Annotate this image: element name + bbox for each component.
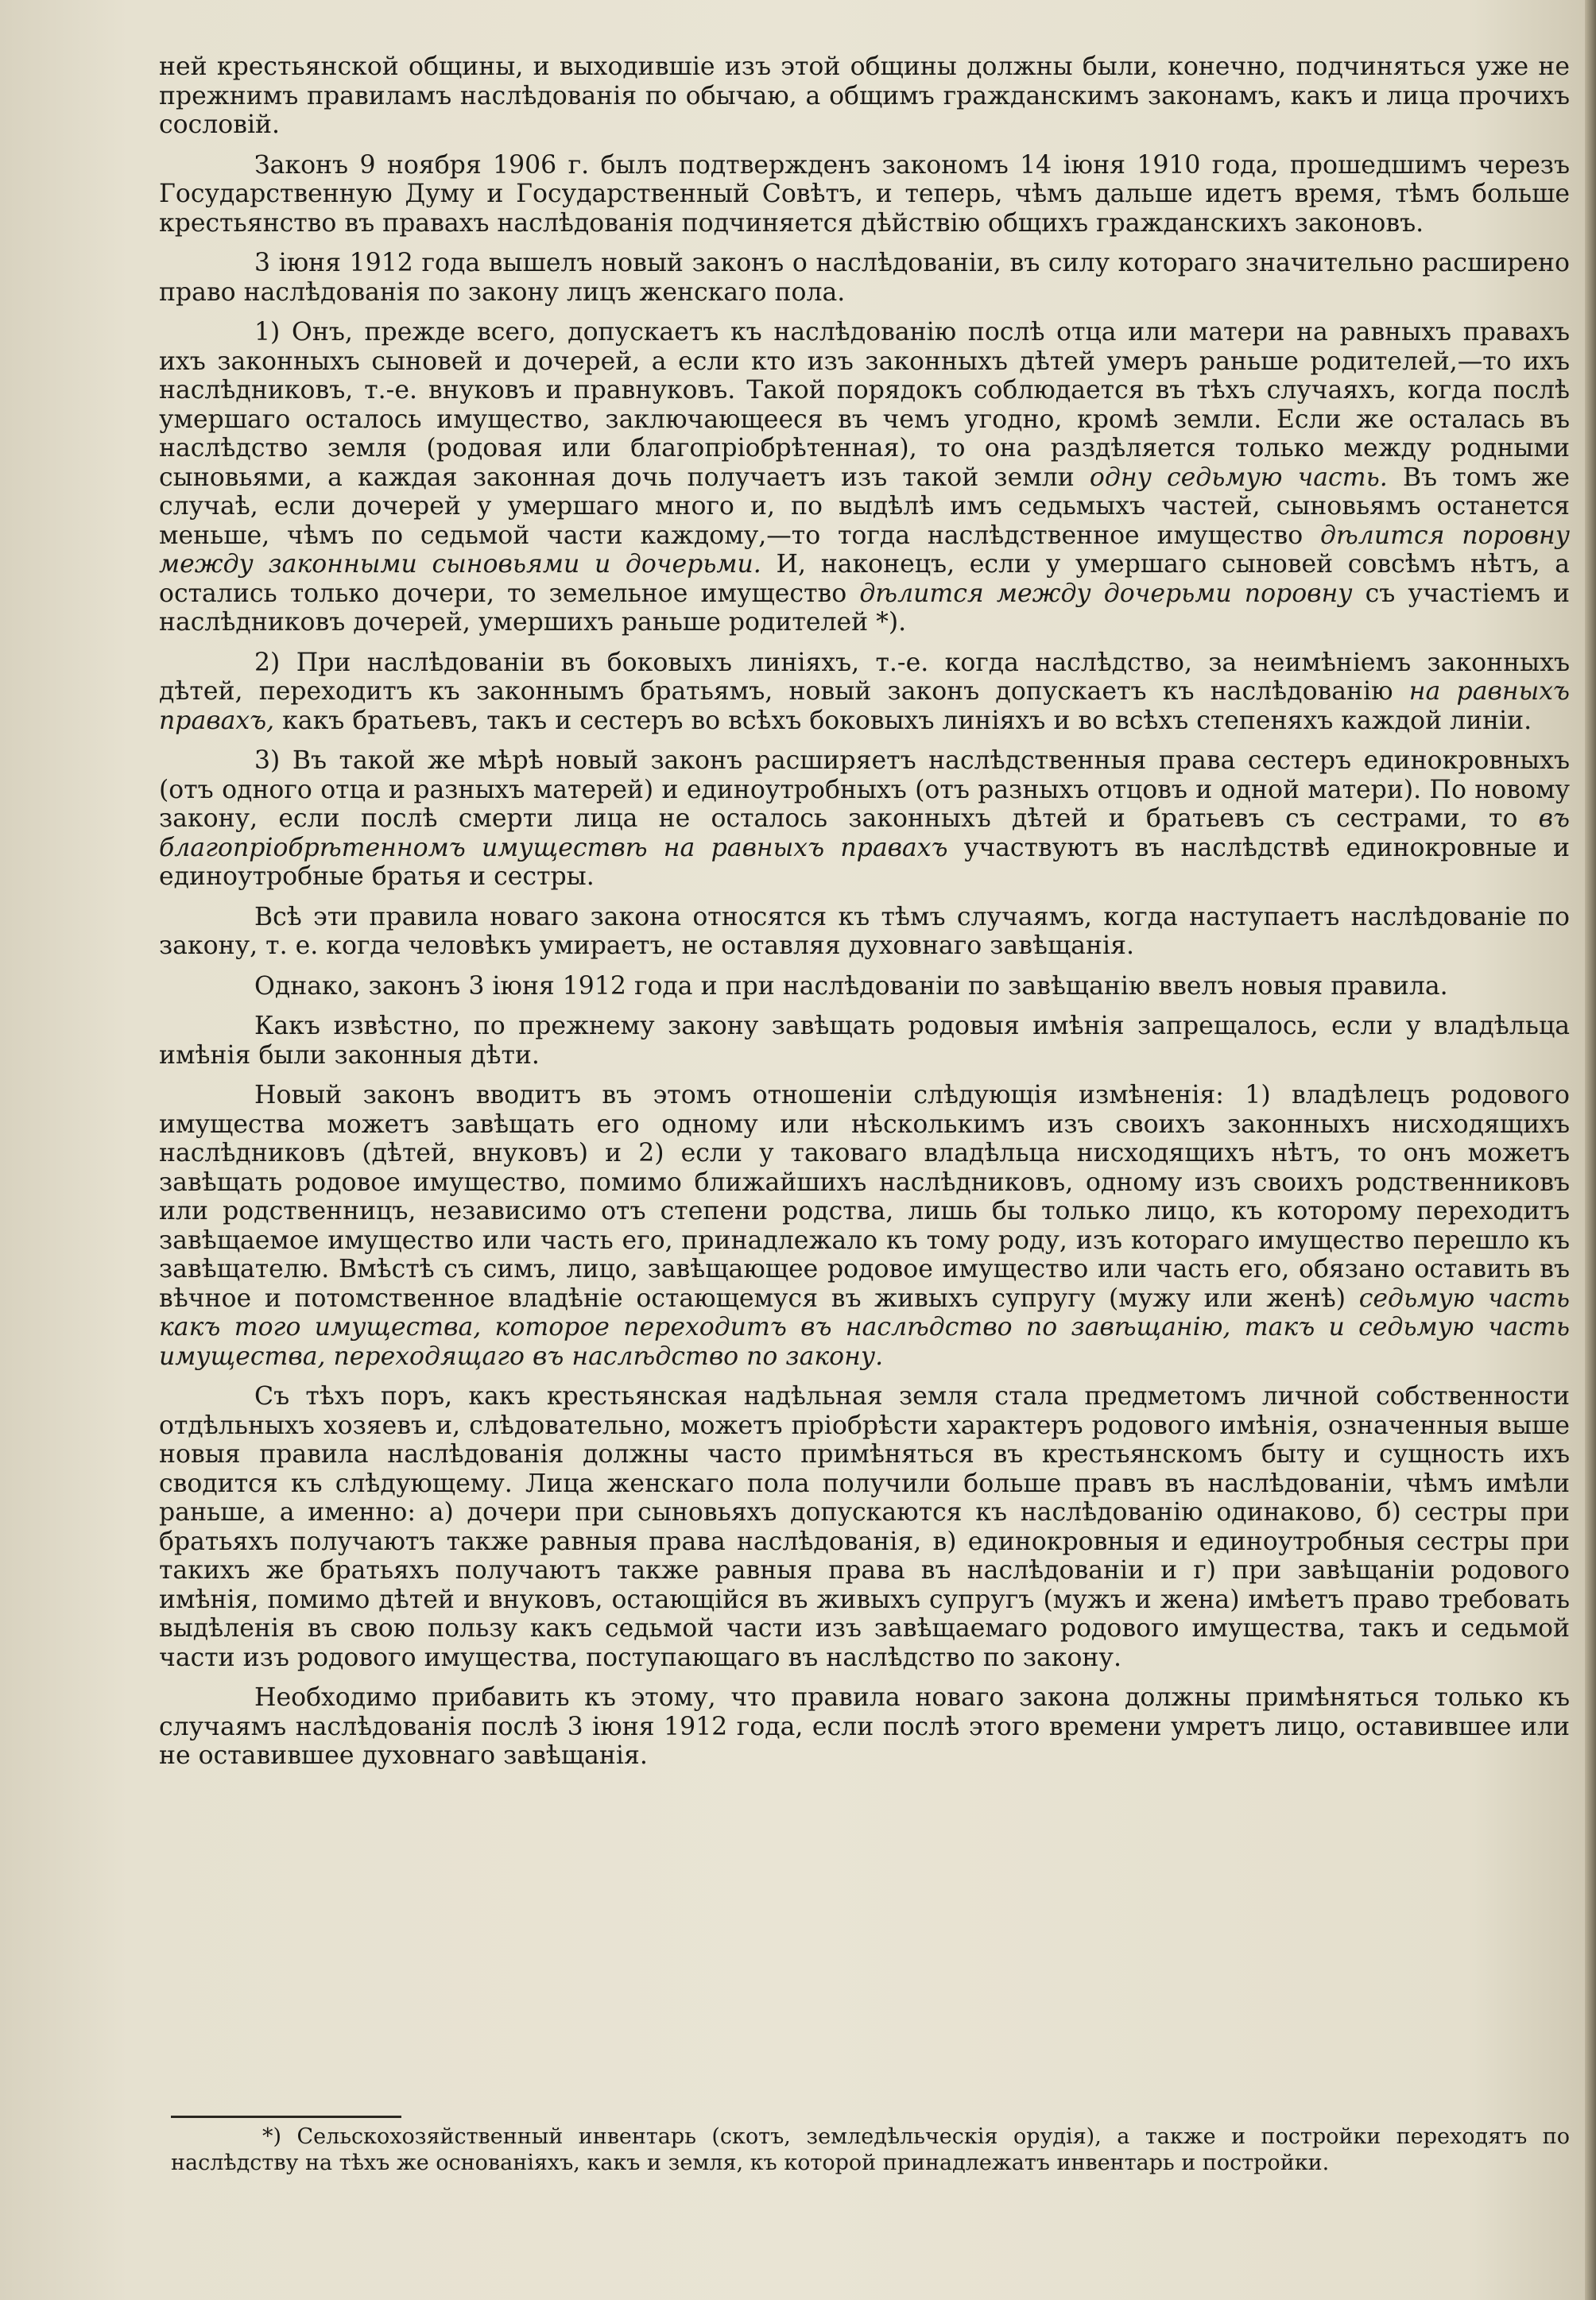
- text-run: Какъ извѣстно, по прежнему закону завѣщать родовыя имѣнія запрещалось, если у владѣльца имѣнія были законныя дѣти.: [159, 1012, 1570, 1070]
- text-run: съ участіемъ и наслѣдниковъ дочерей, умершихъ раньше родителей *).: [159, 579, 1571, 637]
- text-run: Законъ 9 ноября 1906 г. былъ подтвержденъ закономъ 14 іюня 1910 года, прошедшимъ черезъ Государственную Думу и Государственный Совѣтъ, и теперь, чѣмъ дальше идетъ время, тѣмъ больше крестьянство въ правахъ наслѣдованія подчиняется дѣйствію общихъ гражданскихъ законовъ.: [159, 150, 1570, 238]
- text-run: Необходимо прибавить къ этому, что правила новаго закона должны примѣняться только къ случаямъ наслѣдованія послѣ 3 іюня 1912 года, если послѣ этого времени умретъ лицо, оставившее или не оставившее духовнаго завѣщанія.: [159, 1683, 1570, 1770]
- paragraph: [159, 52, 1570, 140]
- text-run: ней крестьянской общины, и выходившіе изъ этой общины должны были, конечно, подчиняться уже не прежнимъ правиламъ наслѣдованія по обычаю, а общимъ гражданскимъ законамъ, какъ и лица прочихъ сословій.: [159, 52, 1570, 139]
- paragraph: [159, 649, 1570, 736]
- paragraph: [159, 151, 1570, 238]
- text-run: какъ братьевъ, такъ и сестеръ во всѣхъ боковыхъ линіяхъ и во всѣхъ степеняхъ каждой линіи.: [274, 706, 1532, 735]
- text-run: 3 іюня 1912 года вышелъ новый законъ о наслѣдованіи, въ силу котораго значительно расширено право наслѣдованія по закону лицъ женскаго пола.: [159, 249, 1570, 307]
- text-run: участвуютъ въ наслѣдствѣ единокровные и единоутробные братья и сестры.: [159, 833, 1570, 891]
- italic-run: седьмую часть какъ того имущества, которое переходитъ въ наслѣдство по завѣщанію, такъ и седьмую часть имущества, переходящаго въ наслѣдство по закону.: [159, 1284, 1570, 1371]
- footnote: *) Сельскохозяйственный инвентарь (скотъ, земледѣльческія орудія), а также и постройки переходятъ по наслѣдству на тѣхъ же основаніяхъ, какъ и земля, къ которой принадлежатъ инвентарь и постройки.: [171, 2124, 1570, 2175]
- text-run: И, наконецъ, если у умершаго сыновей совсѣмъ нѣтъ, а остались только дочери, то земельное имущество: [159, 550, 1570, 608]
- paragraph: [159, 1012, 1570, 1070]
- paragraph: [159, 746, 1570, 892]
- text-run: Въ томъ же случаѣ, если дочерей у умершаго много и, по выдѣлѣ имъ седьмыхъ частей, сыновьямъ останется меньше, чѣмъ по седьмой части каждому,—то тогда наслѣдственное имущество: [159, 463, 1570, 550]
- paragraph: [159, 249, 1570, 307]
- italic-run: одну седьмую часть.: [1089, 463, 1388, 492]
- paragraph: [159, 1382, 1570, 1672]
- paragraph: [159, 1683, 1570, 1771]
- paragraph: [159, 903, 1570, 961]
- paragraph: [159, 972, 1570, 1001]
- text-run: Всѣ эти правила новаго закона относятся къ тѣмъ случаямъ, когда наступаетъ наслѣдованіе по закону, т. е. когда человѣкъ умираетъ, не оставляя духовнаго завѣщанія.: [159, 902, 1570, 960]
- paragraph: [159, 318, 1570, 637]
- text-run: 1) Онъ, прежде всего, допускаетъ къ наслѣдованію послѣ отца или матери на равныхъ правахъ ихъ законныхъ сыновей и дочерей, а если кто изъ законныхъ дѣтей умеръ раньше родителей,—то ихъ наслѣдниковъ, т.-е. внуковъ и правнуковъ. Такой порядокъ соблюдается въ тѣхъ случаяхъ, когда послѣ умершаго осталось имущество, заключающееся въ чемъ угодно, кромѣ земли. Если же осталась въ наслѣдство земля (родовая или благопріобрѣтенная), то она раздѣляется только между родными сыновьями, а каждая законная дочь получаетъ изъ такой земли: [159, 318, 1570, 492]
- text-run: 3) Въ такой же мѣрѣ новый законъ расширяетъ наслѣдственныя права сестеръ единокровныхъ (отъ одного отца и разныхъ матерей) и единоутробныхъ (отъ разныхъ отцовъ и одной матери). По новому закону, если послѣ смерти лица не осталось законныхъ дѣтей и братьевъ съ сестрами, то: [159, 746, 1570, 833]
- text-run: Однако, законъ 3 іюня 1912 года и при наслѣдованіи по завѣщанію ввелъ новыя правила.: [254, 971, 1448, 1001]
- italic-run: дѣлится поровну между законными сыновьями и дочерьми.: [159, 521, 1570, 579]
- text-run: Съ тѣхъ поръ, какъ крестьянская надѣльная земля стала предметомъ личной собственности отдѣльныхъ хозяевъ и, слѣдовательно, можетъ пріобрѣсти характеръ родового имѣнія, означенныя выше новыя правила наслѣдованія должны часто примѣняться въ крестьянскомъ быту и сущность ихъ сводится къ слѣдующему. Лица женскаго пола получили больше правъ въ наслѣдованіи, чѣмъ имѣли раньше, а именно: а) дочери при сыновьяхъ допускаются къ наслѣдованію одинаково, б) сестры при братьяхъ получаютъ также равныя права наслѣдованія, в) единокровныя и единоутробныя сестры при такихъ же братьяхъ получаютъ также равныя права въ наслѣдованіи и г) при завѣщаніи родового имѣнія, помимо дѣтей и внуковъ, остающійся въ живыхъ супругъ (мужъ и жена) имѣетъ право требовать выдѣленія въ свою пользу какъ седьмой части изъ завѣщаемаго родового имущества, такъ и седьмой части изъ родового имущества, поступающаго въ наслѣдство по закону.: [159, 1382, 1570, 1672]
- italic-run: въ благопріобрѣтенномъ имуществѣ на равныхъ правахъ: [159, 804, 1570, 862]
- paragraph: [159, 1081, 1570, 1371]
- footnote-rule: [171, 2116, 401, 2118]
- page-edge: [1585, 0, 1596, 2300]
- italic-run: дѣлится между дочерьми поровну: [859, 579, 1353, 608]
- text-run: Новый законъ вводитъ въ этомъ отношеніи слѣдующія измѣненія: 1) владѣлецъ родового имущества можетъ завѣщать его одному или нѣсколькимъ изъ своихъ законныхъ нисходящихъ наслѣдниковъ (дѣтей, внуковъ) и 2) если у таковаго владѣльца нисходящихъ нѣтъ, то онъ можетъ завѣщать родовое имущество, помимо ближайшихъ наслѣдниковъ, одному изъ своихъ родственниковъ или родственницъ, независимо отъ степени родства, лишь бы только лицо, къ которому переходитъ завѣщаемое имущество или часть его, принадлежало къ тому роду, изъ котораго имущество перешло къ завѣщателю. Вмѣстѣ съ симъ, лицо, завѣщающее родовое имущество или часть его, обязано оставить въ вѣчное и потомственное владѣніе остающемуся въ живыхъ супругу (мужу или женѣ): [159, 1081, 1570, 1313]
- italic-run: на равныхъ правахъ,: [159, 677, 1570, 735]
- body-text: [159, 52, 1570, 1782]
- text-run: 2) При наслѣдованіи въ боковыхъ линіяхъ, т.-е. когда наслѣдство, за неимѣніемъ законныхъ дѣтей, переходитъ къ законнымъ братьямъ, новый законъ допускаетъ къ наслѣдованію: [159, 648, 1570, 706]
